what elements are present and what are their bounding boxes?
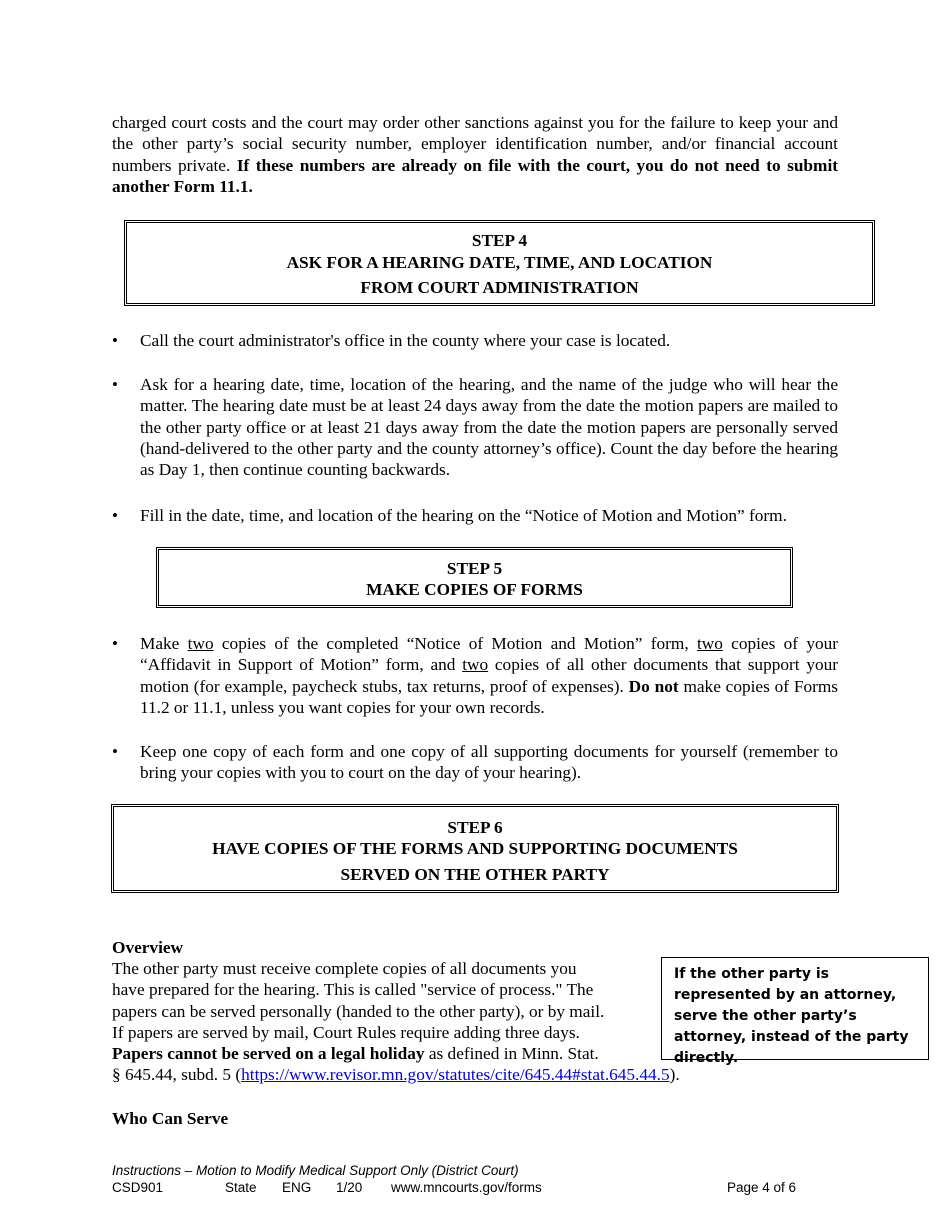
bullet-icon: • [112,634,118,653]
step4-title-line1: ASK FOR A HEARING DATE, TIME, AND LOCATION [286,253,713,272]
step4-label: STEP 4 [471,231,528,250]
step4-bullet-2: Ask for a hearing date, time, location of the hearing, and the name of the judge who will hear the matter. The hearing date must be at least 24 days away from the date the motion papers are mailed to the other party office or at least 21 days away from the date the motion papers are personally served (hand-delivered to the other party and the county attorney’s office). Count the day before the hearing as Day 1, then continue counting backwards. [140,375,838,480]
step6-title-line2: SERVED ON THE OTHER PARTY [340,865,610,884]
step6-title-line1: HAVE COPIES OF THE FORMS AND SUPPORTING DOCUMENTS [212,839,738,858]
footer-page-number: Page 4 of 6 [727,1180,797,1195]
footer-state: State [225,1180,257,1195]
step5-label: STEP 5 [446,559,503,578]
footer-date: 1/20 [336,1180,363,1195]
footer-url: www.mncourts.gov/forms [391,1180,542,1195]
step4-bullet-1: Call the court administrator's office in the county where your case is located. [140,331,671,350]
footer-language: ENG [282,1180,312,1195]
step5-bullet-2: Keep one copy of each form and one copy of all supporting documents for yourself (remember to bring your copies with you to court on the day of your hearing). [140,742,838,783]
statute-link[interactable]: https://www.revisor.mn.gov/statutes/cite/645.44#stat.645.44.5 [241,1065,670,1085]
step6-box [111,804,839,893]
overview-heading: Overview [112,938,184,957]
bullet-icon: • [112,506,118,525]
step6-label: STEP 6 [447,818,503,837]
step4-box [124,220,875,306]
step4-title-line2: FROM COURT ADMINISTRATION [360,278,639,297]
attorney-callout-box: If the other party is represented by an attorney, serve the other party’s attorney, instead of the party directly. [661,957,929,1060]
intro-bold-text: If these numbers are already on file with the court, you do not need to submit another Form 11.1. [112,155,838,196]
overview-paragraph: The other party must receive complete copies of all documents you have prepared for the hearing. This is called "service of process." The papers can be served personally (handed to the other party), or by mail. If papers are served by mail, Court Rules require adding three days. Papers cannot be served on a legal holiday as defined in Minn. Stat. § 645.44, subd. 5 (https://www.revisor.mn.gov/statutes/cite/645.44#stat.645.44.5). [112,959,680,1085]
step5-title: MAKE COPIES OF FORMS [366,580,583,599]
step5-box [156,547,793,608]
footer-title: Instructions – Motion to Modify Medical Support Only (District Court) [112,1163,519,1178]
bullet-icon: • [112,331,118,350]
intro-text: charged court costs and the court may order other sanctions against you for the failure to keep your and the other party’s social security number, employer identification number, and/or financial account numbers private. [112,113,838,175]
bullet-icon: • [112,375,118,394]
step4-bullet-3: Fill in the date, time, and location of the hearing on the “Notice of Motion and Motion” form. [140,506,787,525]
footer-code: CSD901 [112,1180,164,1195]
intro-paragraph [112,112,838,197]
bullet-icon: • [112,742,118,761]
who-can-serve-heading: Who Can Serve [112,1109,229,1128]
step5-bullet-1: Make two copies of the completed “Notice of Motion and Motion” form, two copies of your “Affidavit in Support of Motion” form, and two copies of all other documents that support your motion (for example, paycheck stubs, tax returns, proof of expenses). Do not make copies of Forms 11.2 or 11.1, unless you want copies for your own records. [140,634,839,717]
